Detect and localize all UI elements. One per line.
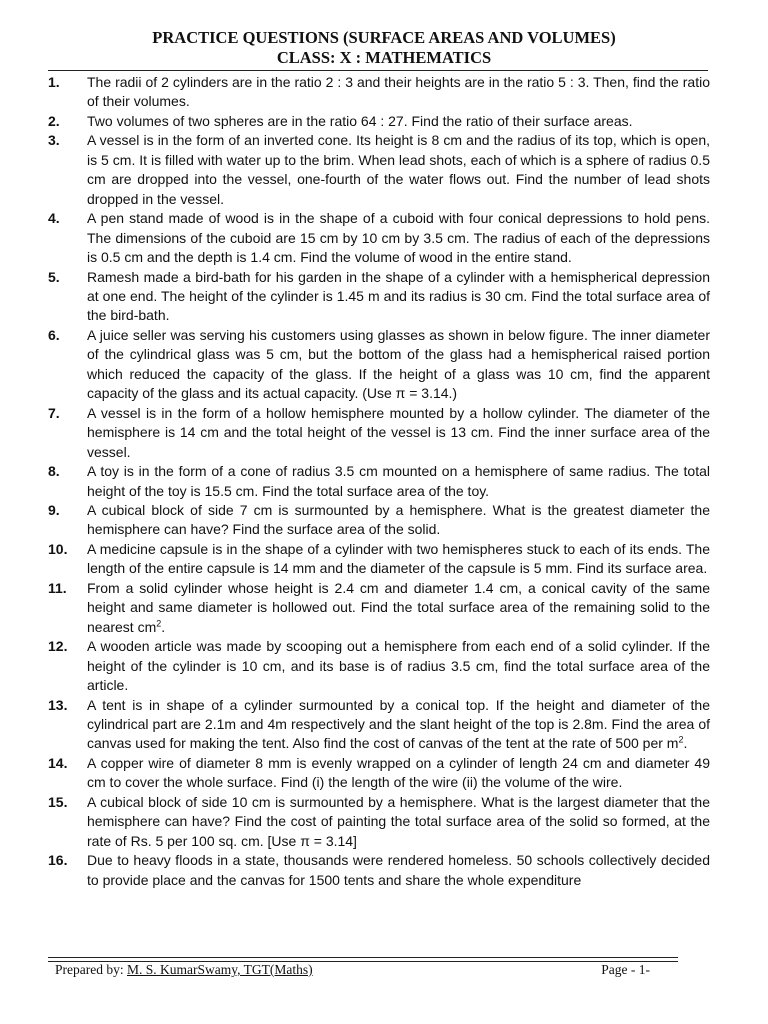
question-body: A toy is in the form of a cone of radius 3.5 cm mounted on a hemisphere of same radius. The total height of the toy is 15.5 cm. Find the total surface area of the toy.: [87, 463, 710, 499]
question-body: A copper wire of diameter 8 mm is evenly wrapped on a cylinder of length 24 cm and diameter 49 cm to cover the whole surface. Find (i) the length of the wire (ii) the volume of the wire.: [87, 754, 710, 791]
question-body: The radii of 2 cylinders are in the ratio 2 : 3 and their heights are in the ratio 5 : 3. Then, find the ratio of their volumes.: [87, 74, 710, 110]
question-item: [48, 754, 710, 793]
question-item: [48, 696, 710, 754]
question-body: A cubical block of side 10 cm is surmounted by a hemisphere. What is the largest diameter that the hemisphere can have? Find the cost of painting the total surface area of the solid so formed, at the rate of Rs. 5 per 100 sq. cm. [Use π = 3.14]: [87, 793, 710, 849]
question-body: Ramesh made a bird-bath for his garden in the shape of a cylinder with a hemispherical depression at one end. The height of the cylinder is 1.45 m and its radius is 30 cm. Find the total surface area of the bird-bath.: [87, 268, 710, 324]
question-item: [48, 793, 710, 851]
page-number: Page - 1-: [601, 962, 650, 977]
question-number: 1.: [48, 74, 60, 90]
question-item: [48, 540, 710, 579]
question-tail: .: [683, 735, 688, 752]
question-text: [87, 73, 710, 112]
question-number: 9.: [48, 501, 60, 518]
question-number: 14.: [48, 754, 68, 771]
question-text: [87, 209, 710, 267]
question-text: [87, 404, 710, 462]
question-item: [48, 326, 710, 404]
question-text: [87, 754, 710, 793]
page-footer: [55, 962, 650, 982]
question-body: A cubical block of side 7 cm is surmounted by a hemisphere. What is the greatest diameter the hemisphere can have? Find the surface area of the solid.: [87, 501, 710, 538]
question-number: 13.: [48, 696, 68, 713]
question-item: [48, 637, 710, 695]
question-number: 15.: [48, 793, 68, 810]
question-text: [87, 501, 710, 540]
question-text: [87, 793, 710, 851]
question-text: [87, 131, 710, 209]
question-body: A pen stand made of wood is in the shape of a cuboid with four conical depressions to hold pens. The dimensions of the cuboid are 15 cm by 10 cm by 3.5 cm. The radius of each of the depressions is 0.5 cm and the depth is 1.4 cm. Find the volume of wood in the entire stand.: [87, 210, 710, 266]
question-body: A juice seller was serving his customers using glasses as shown in below figure. The inner diameter of the cylindrical glass was 5 cm, but the bottom of the glass had a hemispherical raised portion which reduced the capacity of the glass. If the height of a glass was 10 cm, find the apparent capacity of the glass and its actual capacity. (Use π = 3.14.): [87, 326, 710, 402]
question-item: [48, 851, 710, 890]
question-number: 16.: [48, 852, 68, 869]
footer-credit: [55, 962, 313, 978]
superscript: 2: [678, 734, 684, 745]
question-item: [48, 462, 710, 501]
question-text: [87, 326, 710, 404]
question-number: 11.: [48, 579, 67, 596]
question-text: [87, 579, 710, 637]
question-number: 4.: [48, 210, 60, 227]
question-number: 6.: [48, 326, 60, 343]
footer-prepared-label: Prepared by:: [55, 962, 127, 977]
question-body: A tent is in shape of a cylinder surmounted by a conical top. If the height and diameter of the cylindrical part are 2.1m and 4m respectively and the slant height of the top is 2.8m. Find the area of canvas used for making the tent. Also find the cost of canvas of the tent at the rate of 500 per m: [87, 696, 710, 752]
page-subtitle: CLASS: X : MATHEMATICS: [276, 48, 492, 67]
question-number: 12.: [48, 638, 68, 655]
question-item: [48, 501, 710, 540]
question-item: [48, 131, 710, 209]
question-number: 3.: [48, 132, 60, 149]
footer-divider: [48, 957, 678, 958]
question-item: [48, 579, 710, 637]
header-divider: [48, 70, 708, 71]
question-body: A vessel is in the form of a hollow hemisphere mounted by a hollow cylinder. The diameter of the hemisphere is 14 cm and the total height of the vessel is 13 cm. Find the inner surface area of the vessel.: [87, 404, 710, 460]
question-item: [48, 73, 710, 112]
question-number: 7.: [48, 404, 60, 421]
question-number: 8.: [48, 463, 60, 480]
question-number: 2.: [48, 112, 60, 129]
question-text: [87, 851, 710, 890]
question-body: A medicine capsule is in the shape of a cylinder with two hemispheres stuck to each of its ends. The length of the entire capsule is 14 mm and the diameter of the capsule is 5 mm. Find its surface area.: [87, 540, 710, 577]
question-number: 5.: [48, 268, 60, 285]
superscript: 2: [156, 618, 162, 629]
question-body: A wooden article was made by scooping out a hemisphere from each end of a solid cylinder. If the height of the cylinder is 10 cm, and its base is of radius 3.5 cm, find the total surface area of the article.: [87, 638, 710, 694]
question-body: Due to heavy floods in a state, thousands were rendered homeless. 50 schools collectively decided to provide place and the canvas for 1500 tents and share the whole expenditure: [87, 852, 710, 888]
footer-author: M. S. KumarSwamy, TGT(Maths): [126, 962, 313, 977]
question-body: A vessel is in the form of an inverted cone. Its height is 8 cm and the radius of its top, which is open, is 5 cm. It is filled with water up to the brim. When lead shots, each of which is a sphere of radius 0.5 cm are dropped into the vessel, one-fourth of the water flows out. Find the number of lead shots dropped in the vessel.: [87, 132, 710, 207]
question-text: [87, 268, 710, 326]
question-text: [87, 637, 710, 695]
page-title: PRACTICE QUESTIONS (SURFACE AREAS AND VOLUMES): [152, 28, 616, 47]
question-body: From a solid cylinder whose height is 2.4 cm and diameter 1.4 cm, a conical cavity of the same height and same diameter is hollowed out. Find the total surface area of the remaining solid to the nearest cm: [87, 579, 710, 635]
question-list: [48, 73, 710, 890]
question-tail: .: [161, 618, 166, 635]
question-item: [48, 268, 710, 326]
question-item: [48, 112, 710, 131]
question-item: [48, 209, 710, 267]
question-number: 10.: [48, 540, 68, 557]
question-text: [87, 696, 710, 754]
question-text: [87, 540, 710, 579]
question-body: Two volumes of two spheres are in the ratio 64 : 27. Find the ratio of their surface areas.: [87, 112, 633, 129]
question-text: [87, 112, 710, 131]
question-item: [48, 404, 710, 462]
question-text: [87, 462, 710, 501]
